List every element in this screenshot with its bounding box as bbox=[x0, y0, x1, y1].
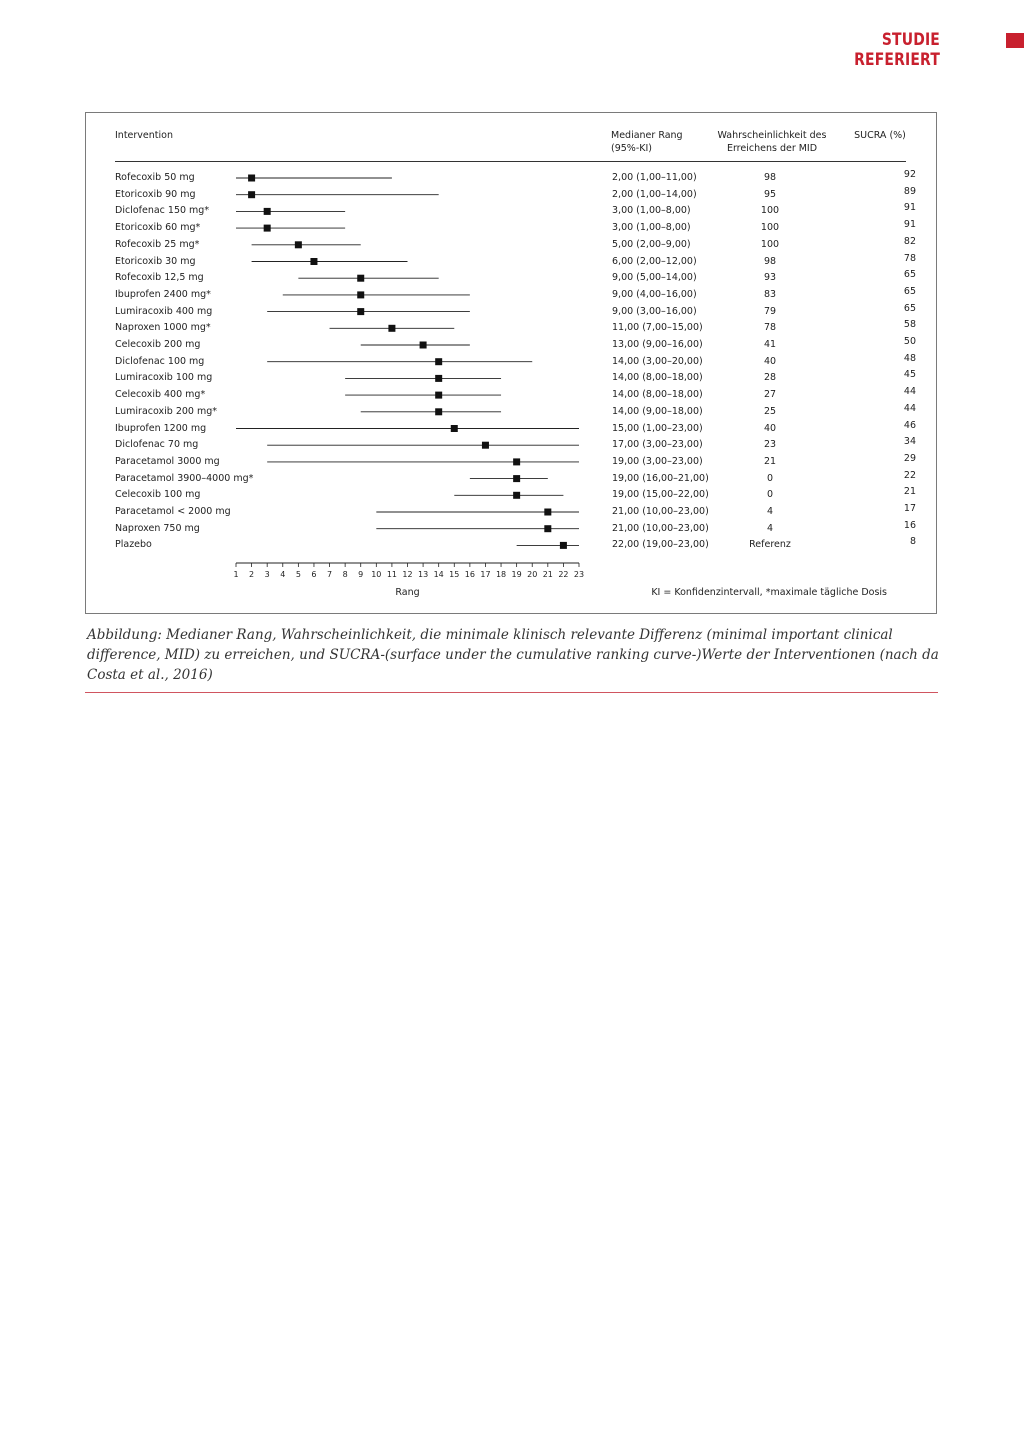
median-marker bbox=[560, 542, 567, 549]
intervention-name: Rofecoxib 50 mg bbox=[115, 172, 195, 183]
median-rank-ci: 19,00 (15,00–22,00) bbox=[612, 489, 709, 501]
mid-probability: 98 bbox=[763, 255, 777, 267]
column-header-sucra: SUCRA (%) bbox=[854, 130, 906, 141]
figure-caption: Abbildung: Medianer Rang, Wahrscheinlichkeit, die minimale klinisch relevante Differenz (minimal important clinical difference, MID) zu erreichen, und SUCRA-(surface under the cumulative ranking curve-)Werte der Interventionen (nach da Costa et al., 2016) bbox=[87, 627, 939, 683]
sucra-value: 29 bbox=[903, 452, 916, 464]
x-tick-label: 8 bbox=[342, 570, 348, 579]
median-rank-ci: 14,00 (3,00–20,00) bbox=[612, 355, 703, 367]
mid-probability: 0 bbox=[766, 472, 774, 484]
median-rank-ci: 21,00 (10,00–23,00) bbox=[612, 522, 709, 534]
median-marker bbox=[357, 291, 364, 298]
intervention-name: Rofecoxib 25 mg* bbox=[115, 238, 200, 250]
intervention-name: Lumiracoxib 400 mg bbox=[115, 305, 213, 317]
mid-probability: 27 bbox=[763, 389, 777, 401]
intervention-name: Ibuprofen 1200 mg bbox=[115, 422, 207, 434]
sucra-value: 48 bbox=[903, 352, 916, 364]
median-marker bbox=[513, 458, 520, 465]
x-tick-label: 21 bbox=[542, 570, 553, 579]
median-rank-ci: 21,00 (10,00–23,00) bbox=[612, 506, 709, 517]
mid-probability: 95 bbox=[763, 188, 777, 200]
median-rank-ci: 9,00 (5,00–14,00) bbox=[612, 272, 697, 284]
median-rank-ci: 22,00 (19,00–23,00) bbox=[612, 539, 709, 551]
sucra-value: 44 bbox=[903, 402, 916, 414]
mid-probability: 98 bbox=[763, 172, 777, 183]
sucra-value: 44 bbox=[903, 386, 916, 398]
median-marker bbox=[388, 325, 395, 332]
x-tick-label: 5 bbox=[295, 570, 301, 579]
median-rank-ci: 2,00 (1,00–11,00) bbox=[612, 172, 697, 183]
intervention-name: Diclofenac 70 mg bbox=[115, 439, 199, 451]
x-tick-label: 20 bbox=[527, 570, 538, 579]
sucra-value: 58 bbox=[903, 319, 916, 331]
x-axis-label: Rang bbox=[395, 587, 420, 598]
median-marker bbox=[435, 392, 442, 399]
sucra-value: 82 bbox=[903, 235, 916, 247]
x-tick-label: 22 bbox=[558, 570, 569, 579]
median-marker bbox=[544, 525, 551, 532]
intervention-name: Etoricoxib 60 mg* bbox=[115, 222, 201, 234]
mid-probability: 25 bbox=[763, 405, 777, 417]
mid-probability: 28 bbox=[763, 372, 777, 384]
sucra-value: 65 bbox=[903, 285, 916, 297]
median-rank-ci: 5,00 (2,00–9,00) bbox=[612, 238, 691, 250]
x-tick-label: 23 bbox=[573, 570, 585, 579]
median-rank-ci: 15,00 (1,00–23,00) bbox=[612, 422, 703, 434]
sucra-value: 46 bbox=[903, 419, 916, 431]
mid-probability: Referenz bbox=[749, 539, 791, 551]
x-tick-label: 2 bbox=[249, 570, 255, 579]
sucra-value: 91 bbox=[903, 202, 916, 214]
intervention-name: Paracetamol < 2000 mg bbox=[115, 506, 231, 517]
mid-probability: 78 bbox=[763, 322, 777, 334]
sucra-value: 22 bbox=[903, 469, 916, 481]
median-rank-ci: 9,00 (4,00–16,00) bbox=[612, 288, 697, 300]
mid-probability: 83 bbox=[763, 288, 777, 300]
median-rank-ci: 19,00 (16,00–21,00) bbox=[612, 472, 709, 484]
sucra-value: 92 bbox=[903, 169, 916, 180]
intervention-name: Naproxen 750 mg bbox=[115, 522, 200, 534]
section-title: STUDIE REFERIERT bbox=[854, 30, 940, 70]
median-marker bbox=[513, 492, 520, 499]
intervention-name: Celecoxib 200 mg bbox=[115, 339, 201, 350]
x-tick-label: 11 bbox=[386, 570, 398, 579]
median-rank-ci: 3,00 (1,00–8,00) bbox=[612, 205, 691, 217]
mid-probability: 40 bbox=[763, 355, 777, 367]
intervention-name: Rofecoxib 12,5 mg bbox=[115, 272, 204, 284]
mid-probability: 4 bbox=[766, 506, 774, 517]
median-rank-ci: 17,00 (3,00–23,00) bbox=[612, 439, 703, 451]
intervention-name: Diclofenac 150 mg* bbox=[115, 205, 210, 217]
mid-probability: 79 bbox=[763, 305, 777, 317]
x-tick-label: 4 bbox=[280, 570, 286, 579]
intervention-name: Paracetamol 3900–4000 mg* bbox=[115, 472, 254, 484]
column-header-prob-line1: Wahrscheinlichkeit des bbox=[717, 130, 827, 141]
x-tick-label: 19 bbox=[511, 570, 522, 579]
intervention-name: Plazebo bbox=[115, 539, 152, 551]
mid-probability: 100 bbox=[760, 222, 780, 234]
intervention-name: Ibuprofen 2400 mg* bbox=[115, 288, 211, 300]
column-header-median-line2: (95%-KI) bbox=[611, 143, 652, 154]
intervention-name: Etoricoxib 90 mg bbox=[115, 188, 196, 200]
mid-probability: 93 bbox=[763, 272, 777, 284]
x-tick-label: 14 bbox=[433, 570, 444, 579]
sucra-value: 16 bbox=[903, 519, 916, 531]
footnote: KI = Konfidenzintervall, *maximale tägliche Dosis bbox=[651, 587, 887, 598]
x-tick-label: 9 bbox=[358, 570, 364, 579]
median-marker bbox=[451, 425, 458, 432]
mid-probability: 40 bbox=[763, 422, 777, 434]
median-marker bbox=[264, 225, 271, 232]
intervention-name: Celecoxib 100 mg bbox=[115, 489, 201, 501]
intervention-name: Celecoxib 400 mg* bbox=[115, 389, 206, 401]
sucra-value: 89 bbox=[903, 185, 916, 197]
intervention-name: Lumiracoxib 200 mg* bbox=[115, 405, 218, 417]
median-rank-ci: 19,00 (3,00–23,00) bbox=[612, 455, 703, 467]
sucra-value: 50 bbox=[903, 336, 916, 347]
x-tick-label: 1 bbox=[233, 570, 239, 579]
mid-probability: 100 bbox=[760, 205, 780, 217]
median-marker bbox=[357, 275, 364, 282]
column-header-prob-line2: Erreichens der MID bbox=[726, 143, 818, 154]
median-rank-ci: 14,00 (9,00–18,00) bbox=[612, 405, 703, 417]
intervention-name: Etoricoxib 30 mg bbox=[115, 255, 196, 267]
mid-probability: 4 bbox=[766, 522, 774, 534]
intervention-name: Naproxen 1000 mg* bbox=[115, 322, 211, 334]
median-marker bbox=[248, 175, 255, 182]
median-marker bbox=[295, 241, 302, 248]
median-rank-ci: 3,00 (1,00–8,00) bbox=[612, 222, 691, 234]
sucra-value: 78 bbox=[903, 252, 916, 264]
sucra-value: 34 bbox=[903, 436, 916, 448]
x-tick-label: 18 bbox=[495, 570, 507, 579]
median-marker bbox=[435, 358, 442, 365]
median-rank-ci: 13,00 (9,00–16,00) bbox=[612, 339, 703, 350]
x-tick-label: 15 bbox=[449, 570, 460, 579]
bottom-divider bbox=[85, 692, 938, 693]
intervention-name: Lumiracoxib 100 mg bbox=[115, 372, 213, 384]
mid-probability: 41 bbox=[763, 339, 777, 350]
median-marker bbox=[435, 408, 442, 415]
x-tick-label: 17 bbox=[480, 570, 491, 579]
sucra-value: 65 bbox=[903, 302, 916, 314]
median-marker bbox=[435, 375, 442, 382]
x-tick-label: 10 bbox=[371, 570, 382, 579]
x-tick-label: 7 bbox=[326, 570, 333, 579]
sucra-value: 45 bbox=[903, 369, 916, 381]
median-marker bbox=[264, 208, 271, 215]
sucra-value: 91 bbox=[903, 219, 916, 231]
median-marker bbox=[357, 308, 364, 315]
sucra-value: 17 bbox=[903, 503, 916, 514]
intervention-name: Paracetamol 3000 mg bbox=[115, 455, 220, 467]
x-tick-label: 16 bbox=[464, 570, 475, 579]
median-marker bbox=[310, 258, 317, 265]
median-marker bbox=[248, 191, 255, 198]
median-rank-ci: 6,00 (2,00–12,00) bbox=[612, 255, 697, 267]
x-tick-label: 6 bbox=[311, 570, 317, 579]
median-rank-ci: 2,00 (1,00–14,00) bbox=[612, 188, 697, 200]
x-tick-label: 3 bbox=[264, 570, 270, 579]
sucra-value: 65 bbox=[903, 269, 916, 281]
median-rank-ci: 11,00 (7,00–15,00) bbox=[612, 322, 703, 334]
median-marker bbox=[513, 475, 520, 482]
median-marker bbox=[420, 342, 427, 349]
intervention-name: Diclofenac 100 mg bbox=[115, 355, 205, 367]
median-rank-ci: 9,00 (3,00–16,00) bbox=[612, 305, 697, 317]
median-marker bbox=[544, 509, 551, 516]
mid-probability: 0 bbox=[766, 489, 774, 501]
median-marker bbox=[482, 442, 489, 449]
median-rank-ci: 14,00 (8,00–18,00) bbox=[612, 389, 703, 401]
sucra-value: 21 bbox=[903, 486, 916, 498]
sucra-value: 8 bbox=[909, 536, 916, 548]
mid-probability: 23 bbox=[763, 439, 777, 451]
x-tick-label: 12 bbox=[402, 570, 413, 579]
column-header-median-line1: Medianer Rang bbox=[611, 130, 683, 141]
median-rank-ci: 14,00 (8,00–18,00) bbox=[612, 372, 703, 384]
column-header-intervention: Intervention bbox=[115, 130, 173, 141]
x-tick-label: 13 bbox=[417, 570, 429, 579]
mid-probability: 21 bbox=[763, 455, 777, 467]
mid-probability: 100 bbox=[760, 238, 780, 250]
